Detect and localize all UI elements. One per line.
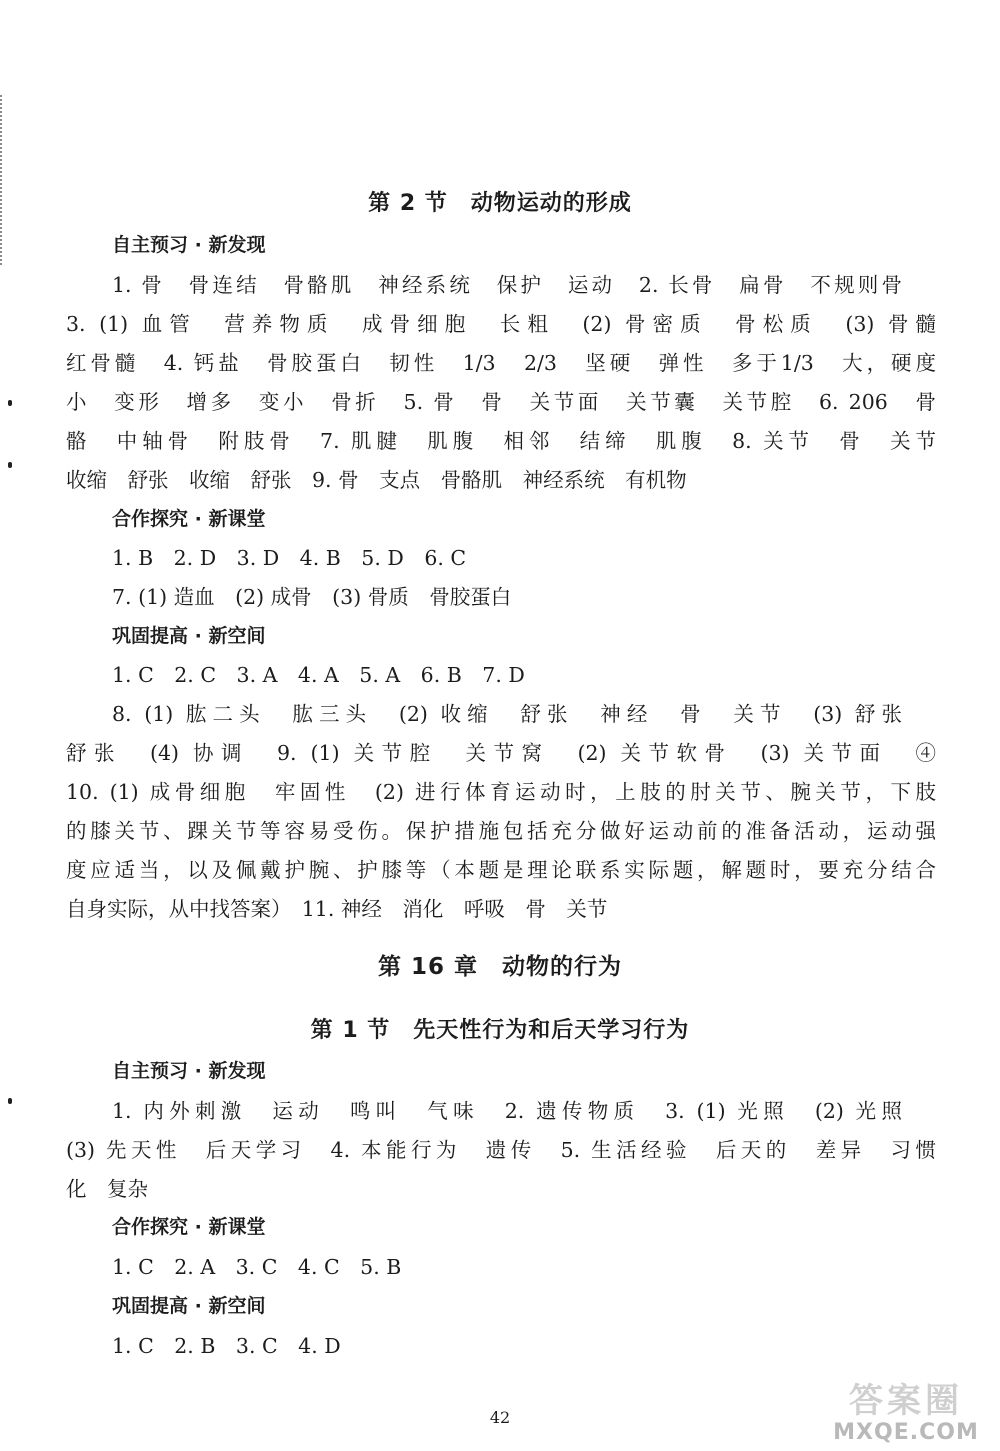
section-title: 第 2 节 动物运动的形成 [368, 191, 632, 216]
answer-line: 的膝关节、踝关节等容易受伤。保护措施包括充分做好运动前的准备活动，运动强 [66, 819, 936, 843]
answer-line: 1. C 2. C 3. A 4. A 5. A 6. B 7. D [112, 663, 525, 687]
answer-line: 3. (1) 血管 营养物质 成骨细胞 长粗 (2) 骨密质 骨松质 (3) 骨髓 [66, 312, 936, 336]
subheading-preview: 自主预习 · 新发现 [112, 234, 266, 256]
scan-speck [8, 462, 12, 468]
section-title: 第 1 节 先天性行为和后天学习行为 [310, 1018, 690, 1043]
answer-line: 收缩 舒张 收缩 舒张 9. 骨 支点 骨骼肌 神经系统 有机物 [66, 468, 687, 492]
chapter-title: 第 16 章 动物的行为 [377, 954, 623, 980]
answer-line: 舒张 (4) 协调 9. (1) 关节腔 关节窝 (2) 关节软骨 (3) 关节面 ④ [66, 741, 936, 765]
subheading-consolidate: 巩固提高 · 新空间 [112, 625, 266, 647]
answer-line: 1. C 2. B 3. C 4. D [112, 1334, 341, 1358]
subheading-explore: 合作探究 · 新课堂 [112, 1216, 266, 1238]
answer-line: 1. C 2. A 3. C 4. C 5. B [112, 1255, 402, 1279]
answer-line: 红骨髓 4. 钙盐 骨胶蛋白 韧性 1/3 2/3 坚硬 弹性 多于1/3 大，硬度 [66, 351, 936, 375]
binding-edge-marks [0, 95, 8, 265]
watermark [826, 1373, 986, 1445]
answer-line: 1. 内外刺激 运动 鸣叫 气味 2. 遗传物质 3. (1) 光照 (2) 光照 [112, 1099, 902, 1123]
answer-line: 骼 中轴骨 附肢骨 7. 肌腱 肌腹 相邻 结缔 肌腹 8. 关节 骨 关节 [66, 429, 936, 453]
answer-line: 度应适当，以及佩戴护腕、护膝等（本题是理论联系实际题，解题时，要充分结合 [66, 858, 936, 882]
answer-line: 1. 骨 骨连结 骨骼肌 神经系统 保护 运动 2. 长骨 扁骨 不规则骨 [112, 273, 902, 297]
answer-line: 小 变形 增多 变小 骨折 5. 骨 骨 关节面 关节囊 关节腔 6. 206 骨 [66, 390, 936, 414]
answer-line: 自身实际，从中找答案） 11. 神经 消化 呼吸 骨 关节 [66, 897, 608, 921]
subheading-explore: 合作探究 · 新课堂 [112, 508, 266, 530]
answer-line: 化 复杂 [66, 1177, 148, 1201]
watermark-text: MXQE.COM [833, 1420, 979, 1445]
page-number: 42 [489, 1408, 511, 1427]
scan-speck [8, 400, 12, 406]
answer-line: 1. B 2. D 3. D 4. B 5. D 6. C [112, 546, 467, 570]
subheading-consolidate: 巩固提高 · 新空间 [112, 1295, 266, 1317]
answer-line: (3) 先天性 后天学习 4. 本能行为 遗传 5. 生活经验 后天的 差异 习惯 [66, 1138, 936, 1162]
watermark-logo: 答案圈 [849, 1381, 963, 1421]
answer-line: 7. (1) 造血 (2) 成骨 (3) 骨质 骨胶蛋白 [112, 585, 512, 609]
scan-speck [8, 1098, 12, 1104]
answer-line: 8. (1) 肱二头 肱三头 (2) 收缩 舒张 神经 骨 关节 (3) 舒张 [112, 702, 902, 726]
answer-line: 10. (1) 成骨细胞 牢固性 (2) 进行体育运动时，上肢的肘关节、腕关节，下肢 [66, 780, 936, 804]
subheading-preview: 自主预习 · 新发现 [112, 1060, 266, 1082]
